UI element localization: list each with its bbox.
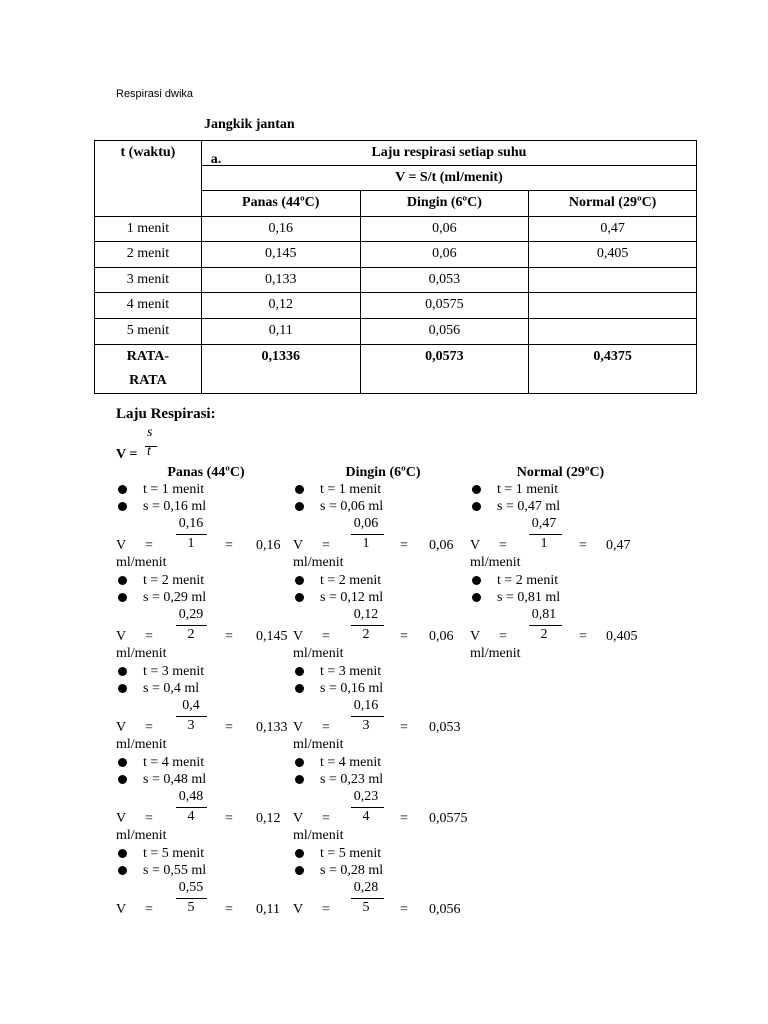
equals-sign: =	[499, 629, 507, 644]
unit-text: ml/menit	[293, 828, 344, 843]
v-symbol: V	[470, 538, 481, 553]
volume-text: s = 0,16 ml	[143, 499, 207, 514]
equals-sign: =	[145, 720, 153, 735]
volume-text: s = 0,55 ml	[143, 863, 207, 878]
header-rate: Laju respirasi setiap suhu	[201, 141, 696, 166]
header-hot: Panas (44ºC)	[201, 191, 360, 217]
time-text: t = 3 menit	[143, 664, 205, 679]
time-text: t = 5 menit	[320, 846, 382, 861]
result-value: 0,053	[429, 720, 461, 735]
equals-sign: =	[322, 902, 330, 917]
bullet-icon	[472, 593, 481, 602]
fraction-denominator: 2	[362, 627, 370, 642]
unit-text: ml/menit	[293, 646, 344, 661]
fraction-numerator: 0,55	[178, 880, 204, 895]
bullet-icon	[118, 866, 127, 875]
calc-column-normal	[470, 464, 646, 663]
bullet-icon	[295, 775, 304, 784]
result-value: 0,06	[429, 629, 454, 644]
equals-sign: =	[400, 629, 408, 644]
cell-cold: 0,056	[360, 319, 529, 345]
cell-cold: 0,06	[360, 242, 529, 268]
cell-normal: 0,47	[529, 217, 697, 242]
bullet-icon	[295, 485, 304, 494]
v-symbol: V	[470, 629, 481, 644]
v-symbol: V	[116, 629, 127, 644]
fraction-numerator: 0,4	[182, 698, 200, 713]
fraction-denominator: 3	[362, 718, 370, 733]
bullet-icon	[118, 593, 127, 602]
v-symbol: V	[293, 538, 304, 553]
unit-text: ml/menit	[293, 555, 344, 570]
equals-sign: =	[579, 629, 587, 644]
v-symbol: V	[116, 811, 127, 826]
unit-text: ml/menit	[470, 646, 521, 661]
bullet-icon	[118, 849, 127, 858]
calc-column-title: Dingin (6ºC)	[345, 465, 421, 480]
calc-step	[116, 481, 292, 572]
result-value: 0,16	[256, 538, 281, 553]
fraction-denominator: 5	[187, 900, 195, 915]
fraction-numerator: 0,48	[178, 789, 204, 804]
section-title: Jangkik jantan	[204, 117, 295, 132]
table-row	[95, 268, 697, 293]
result-value: 0,405	[606, 629, 638, 644]
calc-step	[116, 572, 292, 663]
bullet-icon	[472, 576, 481, 585]
calc-step	[116, 663, 292, 754]
header-cold: Dingin (6ºC)	[360, 191, 529, 217]
unit-text: ml/menit	[116, 646, 167, 661]
header-time: t (waktu)	[95, 141, 202, 217]
time-text: t = 2 menit	[143, 573, 205, 588]
calc-column-title: Normal (29ºC)	[516, 465, 605, 480]
cell-hot: 0,16	[201, 217, 360, 242]
unit-text: ml/menit	[116, 737, 167, 752]
bullet-icon	[295, 593, 304, 602]
cell-normal: 0,405	[529, 242, 697, 268]
time-text: t = 2 menit	[497, 573, 559, 588]
bullet-icon	[295, 849, 304, 858]
bullet-icon	[295, 758, 304, 767]
cell-cold: 0,06	[360, 217, 529, 242]
table-row	[95, 293, 697, 319]
cell-hot: 0,145	[201, 242, 360, 268]
header-note: Respirasi dwika	[116, 88, 194, 100]
cell-normal	[529, 319, 697, 345]
result-value: 0,133	[256, 720, 288, 735]
average-label-line1: RATA-	[126, 349, 170, 364]
average-cold: 0,0573	[360, 345, 529, 394]
volume-text: s = 0,12 ml	[320, 590, 384, 605]
cell-time: 4 menit	[95, 293, 202, 319]
formula	[116, 425, 176, 466]
table-row	[95, 217, 697, 242]
volume-text: s = 0,28 ml	[320, 863, 384, 878]
volume-text: s = 0,81 ml	[497, 590, 561, 605]
calc-step	[470, 481, 646, 572]
fraction-numerator: 0,28	[353, 880, 379, 895]
table-row	[95, 319, 697, 345]
calc-step	[116, 845, 292, 936]
time-text: t = 4 menit	[320, 755, 382, 770]
calc-step	[116, 754, 292, 845]
average-label-line2: RATA	[129, 373, 167, 388]
v-symbol: V	[116, 902, 127, 917]
result-value: 0,145	[256, 629, 288, 644]
equals-sign: =	[400, 538, 408, 553]
time-text: t = 3 menit	[320, 664, 382, 679]
volume-text: s = 0,23 ml	[320, 772, 384, 787]
equals-sign: =	[225, 720, 233, 735]
cell-normal	[529, 293, 697, 319]
fraction-numerator: 0,47	[531, 516, 557, 531]
volume-text: s = 0,47 ml	[497, 499, 561, 514]
fraction-numerator: 0,23	[353, 789, 379, 804]
equals-sign: =	[400, 811, 408, 826]
average-row	[95, 345, 697, 394]
equals-sign: =	[145, 629, 153, 644]
bullet-icon	[295, 502, 304, 511]
v-symbol: V	[293, 720, 304, 735]
v-symbol: V	[293, 902, 304, 917]
calc-title: Laju Respirasi:	[116, 406, 216, 422]
fraction-numerator: 0,12	[353, 607, 379, 622]
equals-sign: =	[400, 902, 408, 917]
result-value: 0,12	[256, 811, 281, 826]
bullet-icon	[472, 502, 481, 511]
volume-text: s = 0,48 ml	[143, 772, 207, 787]
table-row	[95, 242, 697, 268]
equals-sign: =	[499, 538, 507, 553]
unit-text: ml/menit	[293, 737, 344, 752]
result-value: 0,06	[429, 538, 454, 553]
average-hot: 0,1336	[201, 345, 360, 394]
time-text: t = 1 menit	[143, 482, 205, 497]
bullet-icon	[295, 684, 304, 693]
calc-step	[470, 572, 646, 663]
formula-denominator: t	[147, 444, 151, 459]
fraction-numerator: 0,81	[531, 607, 557, 622]
unit-text: ml/menit	[470, 555, 521, 570]
section-heading	[204, 117, 295, 167]
cell-time: 5 menit	[95, 319, 202, 345]
result-value: 0,056	[429, 902, 461, 917]
section-number: a.	[210, 152, 222, 167]
fraction-denominator: 4	[187, 809, 195, 824]
cell-time: 2 menit	[95, 242, 202, 268]
bullet-icon	[295, 667, 304, 676]
calc-step	[293, 572, 469, 663]
fraction-numerator: 0,06	[353, 516, 379, 531]
fraction-denominator: 2	[187, 627, 195, 642]
volume-text: s = 0,29 ml	[143, 590, 207, 605]
volume-text: s = 0,16 ml	[320, 681, 384, 696]
equals-sign: =	[322, 811, 330, 826]
result-value: 0,0575	[429, 811, 468, 826]
equals-sign: =	[145, 902, 153, 917]
fraction-denominator: 5	[362, 900, 370, 915]
fraction-denominator: 1	[362, 536, 370, 551]
bullet-icon	[295, 866, 304, 875]
equals-sign: =	[225, 538, 233, 553]
fraction-numerator: 0,16	[353, 698, 379, 713]
bullet-icon	[118, 667, 127, 676]
unit-text: ml/menit	[116, 828, 167, 843]
volume-text: s = 0,06 ml	[320, 499, 384, 514]
average-label	[95, 345, 202, 394]
calc-column-title: Panas (44ºC)	[167, 465, 245, 480]
calc-step	[293, 481, 469, 572]
time-text: t = 4 menit	[143, 755, 205, 770]
unit-text: ml/menit	[116, 555, 167, 570]
equals-sign: =	[322, 538, 330, 553]
equals-sign: =	[145, 538, 153, 553]
bullet-icon	[472, 485, 481, 494]
time-text: t = 5 menit	[143, 846, 205, 861]
header-formula: V = S/t (ml/menit)	[201, 166, 696, 191]
v-symbol: V	[293, 629, 304, 644]
fraction-denominator: 1	[187, 536, 195, 551]
bullet-icon	[118, 576, 127, 585]
v-symbol: V	[116, 720, 127, 735]
fraction-denominator: 4	[362, 809, 370, 824]
equals-sign: =	[579, 538, 587, 553]
calc-column-panas	[116, 464, 292, 936]
equals-sign: =	[145, 811, 153, 826]
volume-text: s = 0,4 ml	[143, 681, 200, 696]
header-normal: Normal (29ºC)	[529, 191, 697, 217]
bullet-icon	[118, 502, 127, 511]
bullet-icon	[118, 758, 127, 767]
calc-step	[293, 845, 469, 936]
fraction-numerator: 0,29	[178, 607, 204, 622]
fraction-denominator: 2	[540, 627, 548, 642]
cell-cold: 0,0575	[360, 293, 529, 319]
equals-sign: =	[225, 629, 233, 644]
formula-numerator: s	[147, 425, 153, 440]
cell-hot: 0,11	[201, 319, 360, 345]
equals-sign: =	[400, 720, 408, 735]
bullet-icon	[118, 684, 127, 693]
fraction-numerator: 0,16	[178, 516, 204, 531]
cell-time: 1 menit	[95, 217, 202, 242]
bullet-icon	[295, 576, 304, 585]
bullet-icon	[118, 775, 127, 784]
v-symbol: V	[293, 811, 304, 826]
equals-sign: =	[225, 902, 233, 917]
formula-lhs: V =	[116, 447, 138, 462]
equals-sign: =	[225, 811, 233, 826]
average-normal: 0,4375	[529, 345, 697, 394]
result-value: 0,11	[256, 902, 280, 917]
fraction-denominator: 3	[187, 718, 195, 733]
time-text: t = 1 menit	[497, 482, 559, 497]
calc-step	[293, 663, 469, 754]
respiration-rate-table	[94, 140, 697, 394]
calc-column-dingin	[293, 464, 469, 936]
time-text: t = 2 menit	[320, 573, 382, 588]
result-value: 0,47	[606, 538, 631, 553]
time-text: t = 1 menit	[320, 482, 382, 497]
cell-hot: 0,133	[201, 268, 360, 293]
equals-sign: =	[322, 629, 330, 644]
cell-normal	[529, 268, 697, 293]
cell-time: 3 menit	[95, 268, 202, 293]
fraction-denominator: 1	[540, 536, 548, 551]
cell-cold: 0,053	[360, 268, 529, 293]
equals-sign: =	[322, 720, 330, 735]
v-symbol: V	[116, 538, 127, 553]
calc-step	[293, 754, 469, 845]
cell-hot: 0,12	[201, 293, 360, 319]
bullet-icon	[118, 485, 127, 494]
